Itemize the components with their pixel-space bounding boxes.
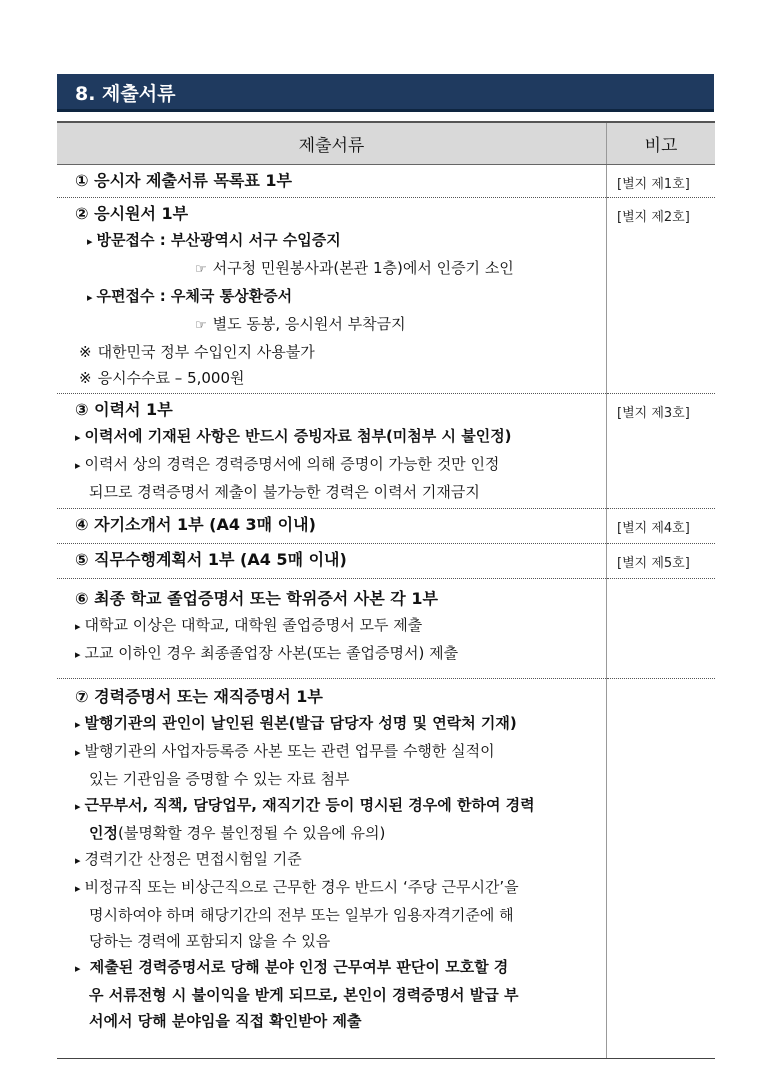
arrow-icon: ▸ [75,718,81,731]
submission-documents-table [57,121,715,1059]
arrow-icon: ▸ [75,962,81,975]
doc-title: ② 응시원서 1부 [75,204,189,223]
bullet-item [75,954,602,982]
note-item [75,365,602,391]
reference-item [75,255,602,283]
note-mark-icon: ※ [79,343,92,361]
arrow-icon: ▸ [87,291,93,304]
bullet-item [75,451,602,479]
bullet-item [75,874,602,902]
doc-cell [57,679,607,1059]
bullet-continuation: 명시하여야 하며 해당기간의 전부 또는 일부가 임용자격기준에 해 [89,906,514,924]
arrow-icon: ▸ [75,746,81,759]
bullet-text: 고교 이하인 경우 최종졸업장 사본(또는 졸업증명서) 제출 [84,644,459,662]
remark-cell: [별지 제3호] [607,394,716,509]
reference-item [75,311,602,339]
arrow-icon: ▸ [75,459,81,472]
bullet-continuation: 당하는 경력에 포함되지 않을 수 있음 [89,932,331,950]
table-row [57,394,715,509]
pointing-hand-icon: ☞ [195,318,207,333]
document-page [57,74,714,1059]
arrow-icon: ▸ [87,235,93,248]
bullet-continuation: 서에서 당해 분야임을 직접 확인받아 제출 [89,1012,362,1030]
doc-title: ③ 이력서 1부 [75,400,173,419]
note-mark-icon: ※ [79,369,92,387]
doc-title: ⑤ 직무수행계획서 1부 (A4 5매 이내) [75,550,347,569]
doc-title: ⑦ 경력증명서 또는 재직증명서 1부 [75,687,323,706]
arrow-icon: ▸ [75,854,81,867]
doc-cell [57,544,607,579]
bullet-text: 발행기관의 사업자등록증 사본 또는 관련 업무를 수행한 실적이 [84,742,495,760]
bullet-text: 발행기관의 관인이 날인된 원본(발급 담당자 성명 및 연락처 기재) [84,714,517,732]
bullet-text: 제출된 경력증명서로 당해 분야 인정 근무여부 판단이 모호할 경 [84,958,509,976]
arrow-icon: ▸ [75,800,81,813]
bullet-text: 이력서 상의 경력은 경력증명서에 의해 증명이 가능한 것만 인정 [84,455,500,473]
table-row [57,679,715,1059]
bullet-text: 우편접수 : 우체국 통상환증서 [96,287,293,305]
bullet-text: 경력기간 산정은 면접시험일 기준 [84,850,302,868]
remark-cell: [별지 제4호] [607,509,716,544]
bullet-continuation: 있는 기관임을 증명할 수 있는 자료 첨부 [89,770,350,788]
remark-cell: [별지 제2호] [607,198,716,394]
bullet-item [75,738,602,766]
section-title: 8. 제출서류 [57,74,714,112]
reference-text: 별도 동봉, 응시원서 부착금지 [212,315,406,333]
bullet-continuation: 되므로 경력증명서 제출이 불가능한 경력은 이력서 기재금지 [89,483,480,501]
header-documents: 제출서류 [57,122,607,165]
arrow-icon: ▸ [75,882,81,895]
note-text: 대한민국 정부 수입인지 사용불가 [97,343,315,361]
header-remarks: 비고 [607,122,716,165]
doc-title: ④ 자기소개서 1부 (A4 3매 이내) [75,515,316,534]
bullet-text: 비정규직 또는 비상근직으로 근무한 경우 반드시 ‘주당 근무시간’을 [84,878,519,896]
table-row [57,579,715,679]
bullet-item [75,792,602,820]
continuation-text: (불명확할 경우 불인정될 수 있음에 유의) [117,824,386,842]
arrow-icon: ▸ [75,648,81,661]
doc-title: ⑥ 최종 학교 졸업증명서 또는 학위증서 사본 각 1부 [75,589,438,608]
table-row [57,198,715,394]
doc-cell [57,165,607,198]
remark-cell [607,679,716,1059]
doc-cell [57,198,607,394]
table-row [57,509,715,544]
bold-text: 인정 [89,824,118,842]
note-text: 응시수수료 – 5,000원 [97,369,245,387]
bullet-text: 방문접수 : 부산광역시 서구 수입증지 [96,231,341,249]
table-header-row [57,122,715,165]
bullet-text: 근무부서, 직책, 담당업무, 재직기간 등이 명시된 경우에 한하여 경력 [84,796,535,814]
remark-cell: [별지 제1호] [607,165,716,198]
remark-cell [607,579,716,679]
bullet-item [75,846,602,874]
bullet-item [75,423,602,451]
remark-cell: [별지 제5호] [607,544,716,579]
reference-text: 서구청 민원봉사과(본관 1층)에서 인증기 소인 [212,259,514,277]
bullet-item [75,227,602,255]
bullet-text: 이력서에 기재된 사항은 반드시 증빙자료 첨부(미첨부 시 불인정) [84,427,512,445]
table-row [57,165,715,198]
bullet-text: 대학교 이상은 대학교, 대학원 졸업증명서 모두 제출 [84,616,423,634]
bullet-continuation: 우 서류전형 시 불이익을 받게 되므로, 본인이 경력증명서 발급 부 [89,986,519,1004]
doc-cell [57,579,607,679]
arrow-icon: ▸ [75,620,81,633]
doc-title: ① 응시자 제출서류 목록표 1부 [75,171,292,190]
bullet-continuation [75,820,602,846]
bullet-item [75,640,602,668]
doc-cell [57,509,607,544]
doc-cell [57,394,607,509]
note-item [75,339,602,365]
pointing-hand-icon: ☞ [195,262,207,277]
table-row [57,544,715,579]
bullet-item [75,710,602,738]
bullet-item [75,283,602,311]
arrow-icon: ▸ [75,431,81,444]
bullet-item [75,612,602,640]
